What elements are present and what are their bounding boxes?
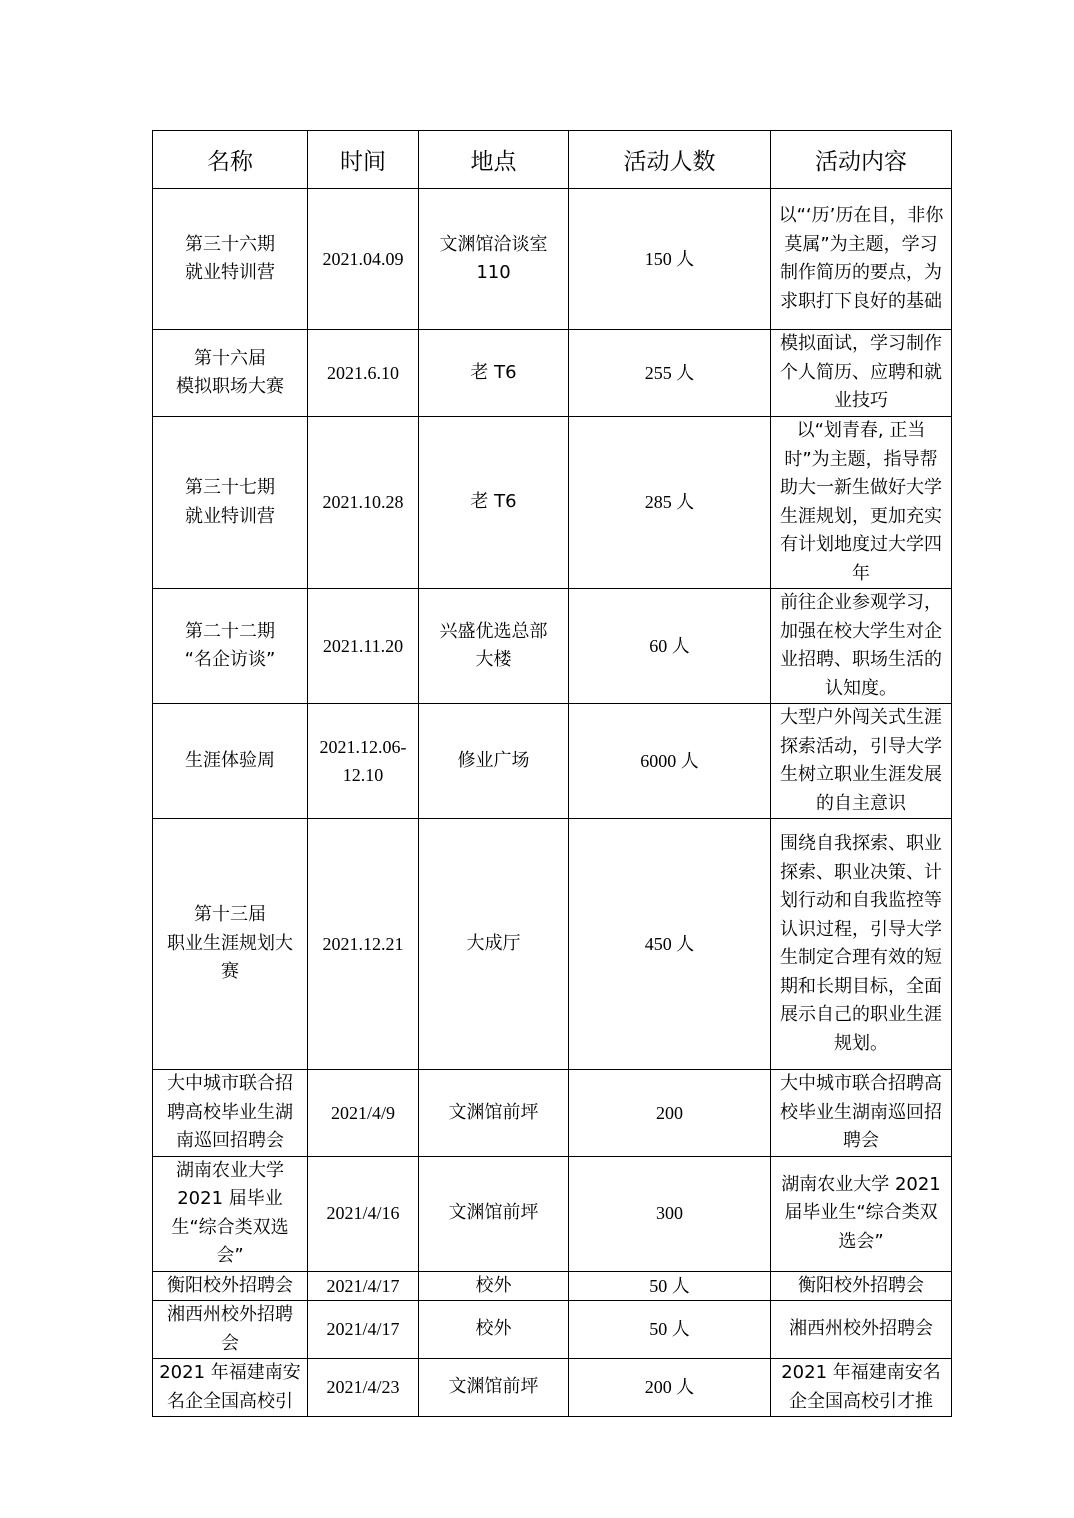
cell-name: 第三十六期 就业特训营 — [153, 189, 308, 330]
cell-people: 450 人 — [569, 819, 771, 1070]
table-row — [153, 417, 952, 589]
cell-time: 2021/4/23 — [308, 1359, 419, 1417]
cell-people: 200 人 — [569, 1359, 771, 1417]
cell-time: 2021/4/16 — [308, 1156, 419, 1271]
cell-people: 6000 人 — [569, 704, 771, 819]
cell-content: 湘西州校外招聘会 — [771, 1301, 952, 1359]
table-row — [153, 1271, 952, 1301]
cell-place: 修业广场 — [419, 704, 569, 819]
cell-name: 湖南农业大学2021 届毕业生“综合类双选会” — [153, 1156, 308, 1271]
cell-name: 衡阳校外招聘会 — [153, 1271, 308, 1301]
cell-time: 2021/4/17 — [308, 1271, 419, 1301]
cell-people: 285 人 — [569, 417, 771, 589]
cell-time: 2021/4/9 — [308, 1070, 419, 1157]
table-row — [153, 1070, 952, 1157]
cell-place: 文渊馆前坪 — [419, 1070, 569, 1157]
cell-content: 模拟面试，学习制作个人简历、应聘和就业技巧 — [771, 330, 952, 417]
cell-time: 2021.12.21 — [308, 819, 419, 1070]
cell-place: 大成厅 — [419, 819, 569, 1070]
cell-name: 生涯体验周 — [153, 704, 308, 819]
cell-content: 以“划青春, 正当时”为主题，指导帮助大一新生做好大学生涯规划，更加充实有计划地度过大学四年 — [771, 417, 952, 589]
header-name: 名称 — [153, 131, 308, 189]
cell-time: 2021/4/17 — [308, 1301, 419, 1359]
cell-people: 50 人 — [569, 1301, 771, 1359]
header-place: 地点 — [419, 131, 569, 189]
cell-place: 校外 — [419, 1301, 569, 1359]
table-row — [153, 1301, 952, 1359]
cell-people: 200 — [569, 1070, 771, 1157]
table-row — [153, 189, 952, 330]
cell-content: 前往企业参观学习，加强在校大学生对企业招聘、职场生活的认知度。 — [771, 589, 952, 704]
cell-time: 2021.10.28 — [308, 417, 419, 589]
cell-time: 2021.6.10 — [308, 330, 419, 417]
cell-content: 大中城市联合招聘高校毕业生湖南巡回招聘会 — [771, 1070, 952, 1157]
cell-place: 文渊馆前坪 — [419, 1156, 569, 1271]
cell-time: 2021.04.09 — [308, 189, 419, 330]
table-row — [153, 330, 952, 417]
cell-people: 50 人 — [569, 1271, 771, 1301]
cell-time: 2021.11.20 — [308, 589, 419, 704]
cell-content: 湖南农业大学 2021 届毕业生“综合类双选会” — [771, 1156, 952, 1271]
cell-people: 60 人 — [569, 589, 771, 704]
cell-content: 2021 年福建南安名企全国高校引才推 — [771, 1359, 952, 1417]
cell-people: 150 人 — [569, 189, 771, 330]
cell-time: 2021.12.06- 12.10 — [308, 704, 419, 819]
table-row — [153, 1156, 952, 1271]
table-row — [153, 589, 952, 704]
cell-name: 2021 年福建南安名企全国高校引 — [153, 1359, 308, 1417]
activity-table — [152, 130, 952, 1417]
cell-place: 老 T6 — [419, 417, 569, 589]
table-row — [153, 819, 952, 1070]
cell-content: 以“‘历’历在目，非你莫属”为主题，学习制作简历的要点，为求职打下良好的基础 — [771, 189, 952, 330]
cell-place: 兴盛优选总部 大楼 — [419, 589, 569, 704]
cell-place: 文渊馆前坪 — [419, 1359, 569, 1417]
header-content: 活动内容 — [771, 131, 952, 189]
table-row — [153, 704, 952, 819]
cell-name: 第十三届 职业生涯规划大赛 — [153, 819, 308, 1070]
cell-name: 第十六届 模拟职场大赛 — [153, 330, 308, 417]
header-row — [153, 131, 952, 189]
cell-content: 大型户外闯关式生涯探索活动，引导大学生树立职业生涯发展的自主意识 — [771, 704, 952, 819]
cell-people: 255 人 — [569, 330, 771, 417]
cell-content: 衡阳校外招聘会 — [771, 1271, 952, 1301]
cell-name: 大中城市联合招聘高校毕业生湖南巡回招聘会 — [153, 1070, 308, 1157]
table-row — [153, 1359, 952, 1417]
cell-place: 校外 — [419, 1271, 569, 1301]
header-people: 活动人数 — [569, 131, 771, 189]
header-time: 时间 — [308, 131, 419, 189]
cell-name: 湘西州校外招聘会 — [153, 1301, 308, 1359]
cell-people: 300 — [569, 1156, 771, 1271]
cell-place: 老 T6 — [419, 330, 569, 417]
cell-name: 第二十二期 “名企访谈” — [153, 589, 308, 704]
cell-content: 围绕自我探索、职业探索、职业决策、计划行动和自我监控等认识过程，引导大学生制定合理有效的短期和长期目标，全面展示自己的职业生涯规划。 — [771, 819, 952, 1070]
cell-place: 文渊馆洽谈室 110 — [419, 189, 569, 330]
cell-name: 第三十七期 就业特训营 — [153, 417, 308, 589]
